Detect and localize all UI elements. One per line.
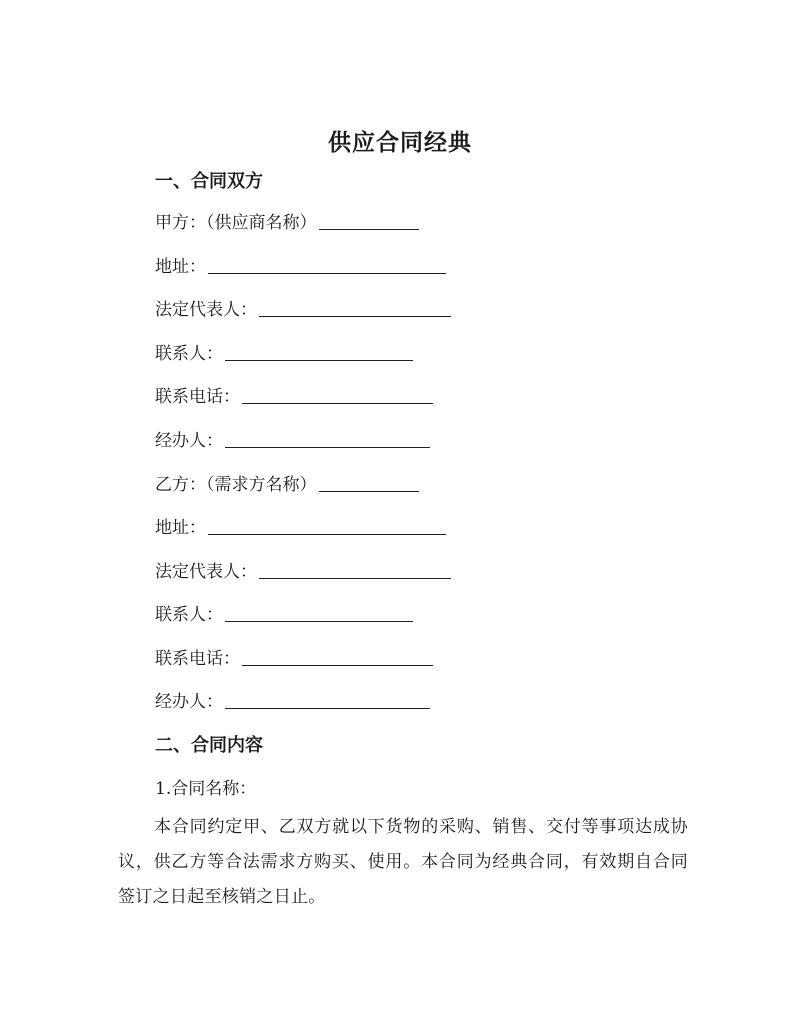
section-heading-content: 二、合同内容 [155,735,263,756]
contract-content-paragraph: 本合同约定甲、乙双方就以下货物的采购、销售、交付等事项达成协议，供乙方等合法需求方购买、使用。本合同为经典合同，有效期自合同签订之日起至核销之日止。 [118,817,688,907]
party-b-legal-rep-label: 法定代表人： [155,562,257,582]
document-title: 供应合同经典 [328,129,472,156]
party-b-contact-label: 联系人： [155,605,223,625]
party-b-address-blank [208,517,446,535]
party-a-phone-field [155,382,433,407]
party-b-handler-field [155,687,430,712]
party-b-legal-rep-field [155,557,451,582]
party-a-handler-blank [225,430,430,448]
party-a-contact-field [155,339,413,364]
party-b-name-label: 乙方：（需求方名称） [155,475,317,495]
party-b-name-blank [319,474,419,492]
party-a-contact-label: 联系人： [155,344,223,364]
party-b-phone-field [155,644,433,669]
party-a-address-blank [208,256,446,274]
party-b-contact-field [155,600,413,625]
party-a-legal-rep-label: 法定代表人： [155,300,257,320]
party-a-phone-blank [242,386,433,404]
contract-name-item: 1.合同名称： [155,779,257,799]
party-b-address-field [155,513,446,538]
party-b-phone-label: 联系电话： [155,649,240,669]
party-a-address-field [155,252,446,277]
party-a-handler-label: 经办人： [155,431,223,451]
party-a-name-label: 甲方：（供应商名称） [155,213,317,233]
party-a-handler-field [155,426,430,451]
party-b-contact-blank [225,604,413,622]
party-b-handler-label: 经办人： [155,692,223,712]
party-b-name-field [155,470,419,495]
section-heading-parties: 一、合同双方 [155,171,263,192]
party-b-address-label: 地址： [155,518,206,538]
party-b-handler-blank [225,691,430,709]
party-a-address-label: 地址： [155,257,206,277]
party-a-name-field [155,208,419,233]
party-b-phone-blank [242,648,433,666]
party-b-legal-rep-blank [259,561,451,579]
party-a-legal-rep-blank [259,299,451,317]
party-a-name-blank [319,212,419,230]
party-a-legal-rep-field [155,295,451,320]
party-a-contact-blank [225,343,413,361]
party-a-phone-label: 联系电话： [155,387,240,407]
